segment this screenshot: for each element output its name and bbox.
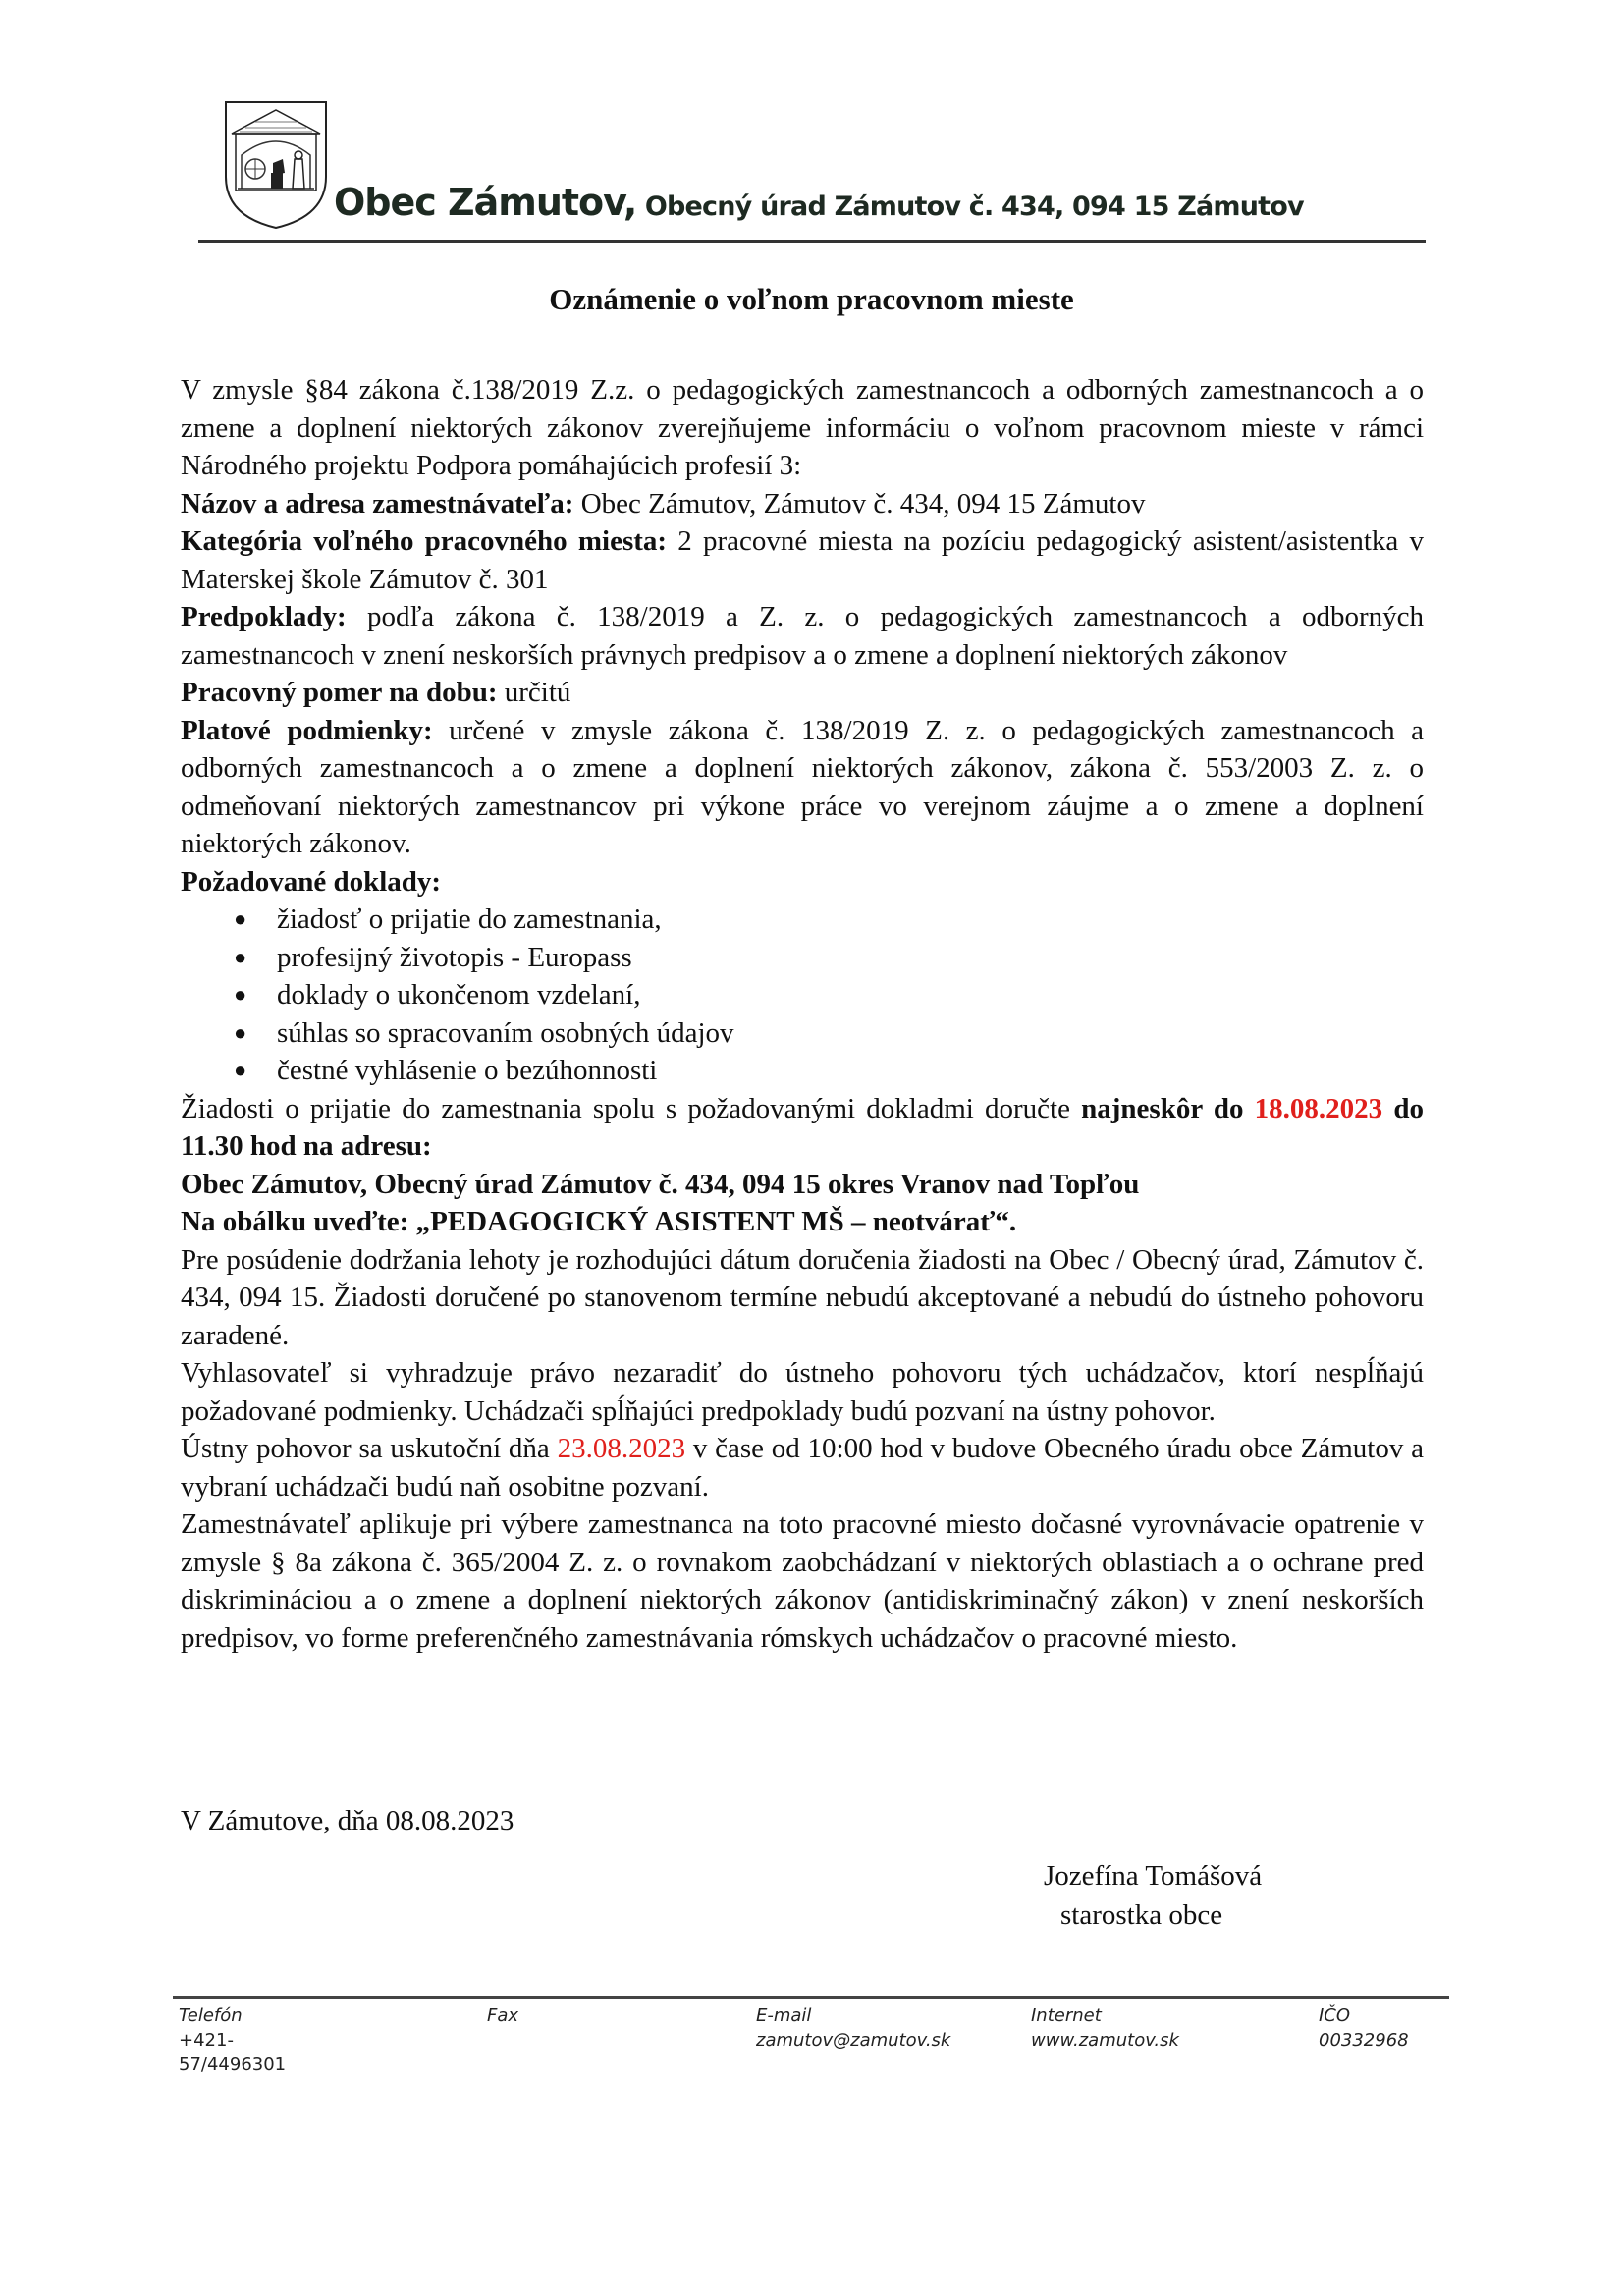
salary-label: Platové podmienky: xyxy=(181,714,433,746)
deadline-lead: najneskôr do xyxy=(1081,1092,1244,1124)
email-value[interactable]: zamutov@zamutov.sk xyxy=(756,2030,951,2050)
list-item xyxy=(181,976,1424,1014)
web-value[interactable]: www.zamutov.sk xyxy=(1031,2030,1179,2050)
footer-divider xyxy=(173,1996,1449,1999)
list-item-text: profesijný životopis - Europass xyxy=(277,941,632,973)
ico-label: IČO xyxy=(1319,2005,1351,2026)
document-body xyxy=(181,371,1424,1657)
email-label: E-mail xyxy=(756,2005,812,2026)
org-name: Obec Zámutov, xyxy=(334,181,637,224)
term-value: určitú xyxy=(497,677,571,708)
header-divider xyxy=(198,240,1426,243)
phone-value-cont: 57/4496301 xyxy=(179,2054,287,2075)
submission-address: Obec Zámutov, Obecný úrad Zámutov č. 434, 094 15 okres Vranov nad Topľou xyxy=(181,1168,1140,1200)
submission-text: Žiadosti o prijatie do zamestnania spolu s požadovanými dokladmi doručte xyxy=(181,1092,1082,1124)
footer-web xyxy=(1031,2003,1179,2052)
equalization-paragraph: Zamestnávateľ aplikuje pri výbere zamestnanca na toto pracovné miesto dočasné vyrovnávacie opatrenie v zmysle § 8a zákona č. 365/2004 Z. z. o rovnakom zaobchádzaní v niektorých oblastiach a o ochrane pred diskrimináciou a o zmene a doplnení niektorých zákonov (antidiskriminačný zákon) v znení neskorších predpisov, vo forme preferenčného zamestnávania rómskych uchádzačov o pracovné miesto. xyxy=(181,1508,1424,1654)
bullet-icon: ● xyxy=(234,906,247,931)
list-item-text: žiadosť o prijatie do zamestnania, xyxy=(277,903,662,935)
web-label: Internet xyxy=(1031,2005,1102,2026)
salary-field xyxy=(181,712,1424,863)
prerequisites-value: podľa zákona č. 138/2019 a Z. z. o pedagogických zamestnancoch a odborných zamestnancoch v znení neskorších právnych predpisov a o zmene a doplnení niektorých zákonov xyxy=(181,601,1424,671)
employer-value: Obec Zámutov, Zámutov č. 434, 094 15 Zámutov xyxy=(573,487,1146,519)
list-item-text: súhlas so spracovaním osobných údajov xyxy=(277,1016,734,1049)
list-item xyxy=(181,939,1424,977)
prerequisites-field xyxy=(181,598,1424,674)
employer-field xyxy=(181,485,1424,523)
envelope-note: Na obálku uveďte: „PEDAGOGICKÝ ASISTENT MŠ – neotvárať“. xyxy=(181,1206,1017,1237)
bullet-icon: ● xyxy=(234,982,247,1007)
employer-label: Názov a adresa zamestnávateľa: xyxy=(181,487,574,519)
interview-paragraph xyxy=(181,1430,1424,1505)
ico-value: 00332968 xyxy=(1319,2030,1409,2050)
list-item xyxy=(181,1052,1424,1090)
org-header xyxy=(334,181,1304,224)
submission-paragraph xyxy=(181,1090,1424,1166)
term-label: Pracovný pomer na dobu: xyxy=(181,677,498,708)
bullet-icon: ● xyxy=(234,1019,247,1045)
category-value: 2 pracovné miesta na pozíciu pedagogický asistent/asistentka v Materskej škole Zámutov č. 301 xyxy=(181,525,1424,595)
coat-of-arms-icon xyxy=(218,98,334,232)
phone-label: Telefón xyxy=(179,2005,243,2026)
org-address: Obecný úrad Zámutov č. 434, 094 15 Zámutov xyxy=(636,191,1304,222)
signatory-name: Jozefína Tomášová xyxy=(1044,1860,1263,1891)
list-item xyxy=(181,901,1424,939)
list-item-text: čestné vyhlásenie o bezúhonnosti xyxy=(277,1055,658,1086)
place-date: V Zámutove, dňa 08.08.2023 xyxy=(181,1805,514,1836)
list-item xyxy=(181,1014,1424,1053)
signatory-role: starostka obce xyxy=(1060,1899,1223,1931)
phone-value: +421- xyxy=(179,2030,234,2050)
category-field xyxy=(181,522,1424,598)
salary-value: určené v zmysle zákona č. 138/2019 Z. z. o pedagogických zamestnancoch a odborných zamestnancoch a o zmene a doplnení niektorých zákonov, zákona č. 553/2003 Z. z. o odmeňovaní niektorých zamestnancov pri výkone práce vo verejnom záujme a o zmene a doplnení niektorých zákonov. xyxy=(181,714,1424,859)
list-item-text: doklady o ukončenom vzdelaní, xyxy=(277,979,641,1011)
deadline-date: 18.08.2023 xyxy=(1254,1092,1383,1124)
footer-email xyxy=(756,2003,950,2052)
term-field xyxy=(181,674,1424,712)
bullet-icon: ● xyxy=(234,1058,247,1082)
footer-phone xyxy=(179,2003,286,2077)
required-docs-label: Požadované doklady: xyxy=(181,865,442,898)
footer-ico xyxy=(1319,2003,1409,2052)
required-docs-list xyxy=(181,901,1424,1090)
document-title: Oznámenie o voľnom pracovnom mieste xyxy=(549,282,1074,316)
bullet-icon: ● xyxy=(234,944,247,969)
reservation-paragraph: Vyhlasovateľ si vyhradzuje právo nezaradiť do ústneho pohovoru tých uchádzačov, ktorí nespĺňajú požadované podmienky. Uchádzači spĺňajúci predpoklady budú pozvaní na ústny pohovor. xyxy=(181,1357,1424,1427)
interview-text: Ústny pohovor sa uskutoční dňa xyxy=(181,1433,558,1464)
deadline-time: do 11.30 hod na adresu: xyxy=(181,1092,1424,1162)
interview-text-rest: v čase od 10:00 hod v budove Obecného úradu obce Zámutov a vybraní uchádzači budú naň osobitne pozvaní. xyxy=(181,1433,1424,1503)
prerequisites-label: Predpoklady: xyxy=(181,601,347,632)
deadline-rule-paragraph: Pre posúdenie dodržania lehoty je rozhodujúci dátum doručenia žiadosti na Obec / Obecný úrad, Zámutov č. 434, 094 15. Žiadosti doručené po stanovenom termíne nebudú akceptované a nebudú do ústneho pohovoru zaradené. xyxy=(181,1243,1424,1351)
category-label: Kategória voľného pracovného miesta: xyxy=(181,525,668,557)
footer-fax xyxy=(487,2003,518,2028)
interview-date: 23.08.2023 xyxy=(557,1433,686,1464)
intro-paragraph: V zmysle §84 zákona č.138/2019 Z.z. o pedagogických zamestnancoch a odborných zamestnancoch a o zmene a doplnení niektorých zákonov zverejňujeme informáciu o voľnom pracovnom mieste v rámci Národného projektu Podpora pomáhajúcich profesií 3: xyxy=(181,374,1424,481)
fax-label: Fax xyxy=(487,2005,519,2026)
